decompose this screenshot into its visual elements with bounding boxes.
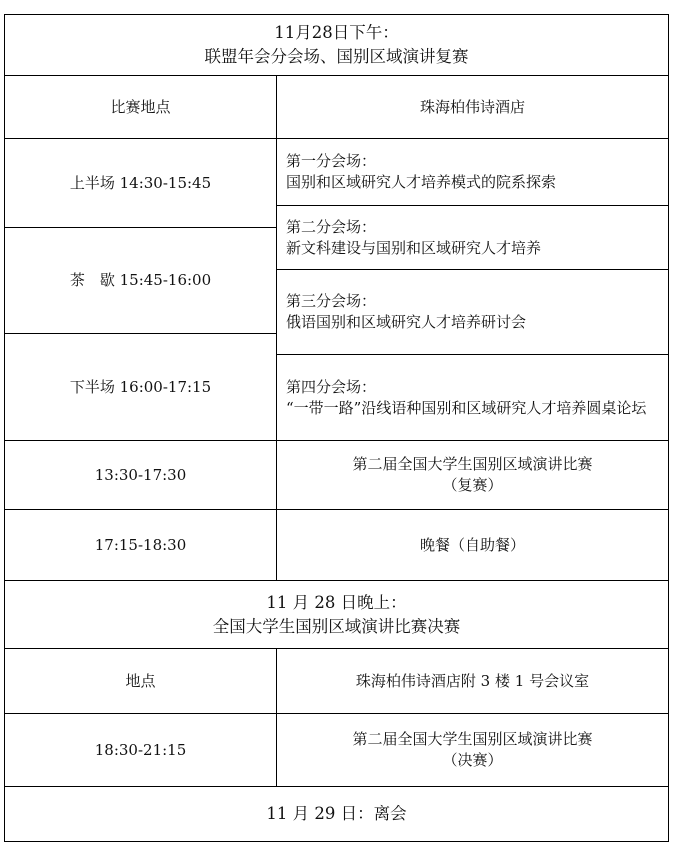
branch-3-title: 第三分会场：: [286, 292, 377, 310]
table-row: [5, 510, 669, 581]
final-info: [277, 714, 669, 787]
branch-3: [277, 270, 669, 355]
session-break: 茶 歇 15:45-16:00: [5, 228, 277, 334]
final-stage: （决赛）: [442, 751, 503, 769]
table-row: [5, 649, 669, 714]
branch-1-topic: 国别和区域研究人才培养模式的院系探索: [286, 173, 557, 191]
departure-label: 11 月 29 日：离会: [5, 787, 669, 842]
venue-value: 珠海柏伟诗酒店: [277, 76, 669, 139]
branch-2-topic: 新文科建设与国别和区域研究人才培养: [286, 238, 542, 257]
branch-1-title: 第一分会场：: [286, 152, 377, 170]
contest-time: 13:30-17:30: [5, 441, 277, 510]
branch-2-title: 第二分会场：: [286, 217, 377, 236]
branch-1: [277, 139, 669, 206]
final-time: 18:30-21:15: [5, 714, 277, 787]
session-first-half: 上半场 14:30-15:45: [5, 139, 277, 228]
table-row: [5, 787, 669, 842]
branch-4-topic: “一带一路”沿线语种国别和区域研究人才培养圆桌论坛: [286, 398, 647, 417]
evening-venue-label: 地点: [5, 649, 277, 714]
branch-4-title: 第四分会场：: [286, 377, 377, 396]
table-row: [5, 76, 669, 139]
table-row: [5, 714, 669, 787]
table-row: [5, 15, 669, 76]
branch-2: [277, 206, 669, 270]
branch-3-topic: 俄语国别和区域研究人才培养研讨会: [286, 313, 527, 331]
schedule-table: [4, 14, 669, 842]
contest-stage: （复赛）: [442, 476, 503, 494]
afternoon-title: 联盟年会分会场、国别区域演讲复赛: [204, 47, 469, 66]
evening-venue-value: 珠海柏伟诗酒店附 3 楼 1 号会议室: [277, 649, 669, 714]
dinner-time: 17:15-18:30: [5, 510, 277, 581]
evening-date: 11 月 28 日晚上：: [266, 592, 407, 612]
table-row: [5, 139, 669, 206]
table-row: [5, 581, 669, 649]
final-name: 第二届全国大学生国别区域演讲比赛: [352, 730, 593, 748]
evening-title: 全国大学生国别区域演讲比赛决赛: [212, 616, 461, 636]
session-second-half: 下半场 16:00-17:15: [5, 334, 277, 441]
evening-header: [5, 581, 669, 649]
dinner-label: 晚餐（自助餐）: [277, 510, 669, 581]
contest-name: 第二届全国大学生国别区域演讲比赛: [352, 455, 593, 473]
branch-4: [277, 355, 669, 441]
afternoon-date: 11月28日下午：: [274, 23, 399, 42]
contest-info: [277, 441, 669, 510]
venue-label: 比赛地点: [5, 76, 277, 139]
table-row: [5, 441, 669, 510]
afternoon-header: [5, 15, 669, 76]
